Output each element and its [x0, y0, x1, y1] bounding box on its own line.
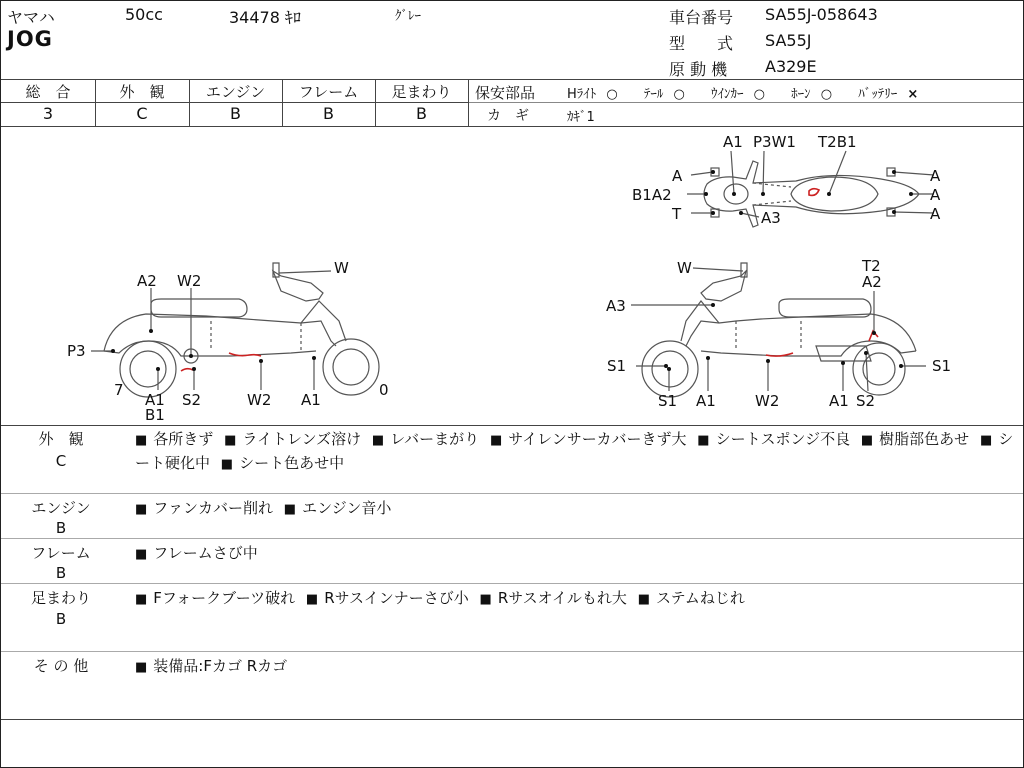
remark-item: ■ レバーまがり	[371, 430, 480, 448]
tail-ok-mark: ○	[673, 87, 685, 102]
remark-engine-items	[135, 497, 1015, 521]
safety-battery: ﾊﾞｯﾃﾘｰ	[858, 87, 898, 102]
type-label: 型 式	[669, 34, 734, 53]
grade-frame-label: フレーム	[298, 83, 359, 101]
remark-item: ■ シートスポンジ不良	[697, 430, 851, 448]
grade-overall-value: 3	[42, 104, 54, 123]
remark-item: ■ Rサスオイルもれ大	[479, 589, 627, 607]
key-value: ｶｷﾞ1	[567, 110, 595, 125]
label-left-w2-bottom: W2	[247, 391, 272, 409]
label-right-t2: T2	[862, 257, 881, 275]
remark-item: ■ ライトレンズ溶け	[224, 430, 362, 448]
remark-item: ■ シート色あせ中	[220, 454, 345, 472]
remark-frame-items	[135, 542, 1015, 566]
remark-exterior-items	[135, 428, 1015, 476]
grade-suspension-value: B	[416, 104, 427, 123]
horn-ok-mark: ○	[820, 87, 833, 102]
remark-other-items	[135, 655, 1015, 679]
remark-frame-label: フレーム	[31, 544, 91, 562]
label-right-w: W	[677, 259, 692, 277]
remark-other-label: そ の 他	[33, 657, 89, 675]
label-top-a-left: A	[672, 167, 683, 185]
label-right-w2: W2	[755, 392, 780, 410]
label-right-s1-left: S1	[607, 357, 627, 375]
remark-suspension-grade: B	[55, 610, 67, 628]
battery-ng-mark: ×	[907, 87, 919, 102]
remark-exterior-grade: C	[55, 452, 67, 470]
remark-frame-grade: B	[55, 564, 67, 582]
maker: ヤマハ	[7, 8, 55, 27]
safety-headlight: Hﾗｲﾄ	[567, 87, 597, 102]
remark-item: ■ ステムねじれ	[637, 589, 745, 607]
label-right-a1-front: A1	[696, 392, 716, 410]
headlight-ok-mark: ○	[606, 87, 618, 102]
label-right-a1-rear: A1	[829, 392, 849, 410]
grade-engine-value: B	[230, 104, 241, 123]
label-top-b1a2: B1A2	[632, 186, 672, 204]
remark-item: ■ サイレンサーカバーきず大	[489, 430, 687, 448]
displacement: 50cc	[125, 5, 163, 24]
model-name: JOG	[7, 27, 53, 51]
frame-no-label: 車台番号	[669, 8, 734, 27]
label-top-p3w1: P3W1	[753, 133, 796, 151]
key-label: カ ギ	[487, 108, 529, 124]
grade-engine-label: エンジン	[205, 83, 266, 101]
label-top-t2b1: T2B1	[818, 133, 857, 151]
remark-item: ■ ファンカバー削れ	[135, 499, 273, 517]
top-view-scooter	[704, 161, 919, 227]
label-top-a-right-3: A	[930, 205, 941, 223]
safety-tail: ﾃｰﾙ	[643, 87, 664, 102]
safety-horn: ﾎｰﾝ	[791, 87, 811, 102]
safety-label: 保安部品	[475, 84, 536, 102]
mileage: 34478 ｷﾛ	[229, 8, 301, 27]
remark-item: ■ フレームさび中	[135, 544, 258, 562]
label-right-a2: A2	[862, 273, 882, 291]
label-right-s2: S2	[856, 392, 876, 410]
label-top-t: T	[672, 205, 682, 223]
engine-model-value: A329E	[765, 57, 817, 76]
remark-item: ■ 樹脂部色あせ	[860, 430, 970, 448]
label-left-a1-rear: A1	[301, 391, 321, 409]
remark-item: ■ Fフォークブーツ破れ	[135, 589, 296, 607]
grade-suspension-label: 足まわり	[391, 83, 452, 101]
damage-diagram	[1, 127, 1023, 425]
remark-exterior-label: 外 観	[38, 430, 84, 448]
grade-frame-value: B	[323, 104, 334, 123]
grade-exterior-value: C	[136, 104, 148, 123]
winker-ok-mark: ○	[753, 87, 766, 102]
grade-overall-label: 総 合	[25, 83, 71, 101]
safety-winker: ｳｲﾝｶｰ	[711, 87, 744, 102]
remark-item: ■ シート硬化中	[135, 430, 1014, 472]
label-top-a-right-1: A	[930, 167, 941, 185]
remark-item: ■ 各所きず	[135, 430, 214, 448]
remark-item: ■ 装備品:Fカゴ Rカゴ	[135, 657, 288, 675]
label-left-b1: B1	[145, 406, 165, 424]
label-top-a-right-2: A	[930, 186, 941, 204]
label-top-a1: A1	[723, 133, 743, 151]
type-value: SA55J	[765, 31, 812, 50]
remark-item: ■ エンジン音小	[283, 499, 392, 517]
engine-model-label: 原 動 機	[669, 60, 728, 79]
label-right-a3: A3	[606, 297, 626, 315]
frame-no: SA55J-058643	[765, 5, 878, 24]
label-left-p3: P3	[67, 342, 86, 360]
label-left-s2: S2	[182, 391, 202, 409]
remark-suspension-items	[135, 587, 1015, 611]
safety-items	[567, 83, 918, 102]
label-left-w: W	[334, 259, 349, 277]
remark-engine-grade: B	[55, 519, 67, 537]
label-left-w2-top: W2	[177, 272, 202, 290]
label-left-7: 7	[114, 381, 124, 399]
label-left-a2: A2	[137, 272, 157, 290]
label-left-a1-front: A1	[145, 391, 165, 409]
color: ｸﾞﾚｰ	[395, 9, 421, 24]
remark-item: ■ Rサスインナーさび小	[305, 589, 469, 607]
grade-exterior-label: 外 観	[119, 83, 165, 101]
remark-engine-label: エンジン	[31, 499, 91, 517]
label-top-a3: A3	[761, 209, 781, 227]
label-left-0: 0	[379, 381, 389, 399]
label-right-s1-bottom: S1	[658, 392, 678, 410]
remark-suspension-label: 足まわり	[30, 589, 91, 607]
label-right-s1-right: S1	[932, 357, 952, 375]
